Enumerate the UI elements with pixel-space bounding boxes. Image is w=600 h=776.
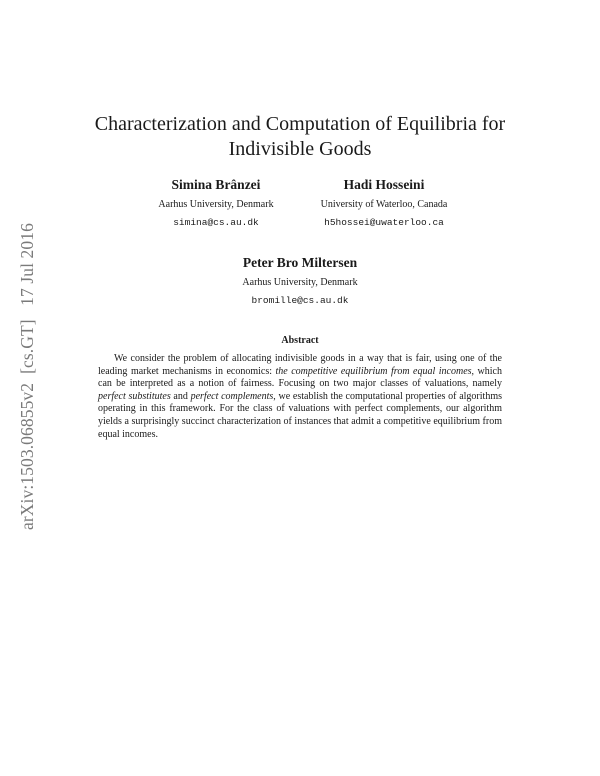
author-block-2: [294, 177, 474, 229]
author-email[interactable]: h5hossei@uwaterloo.ca: [324, 217, 444, 228]
paper-title: Characterization and Computation of Equilibria for Indivisible Goods: [94, 113, 506, 160]
author-block-3: [210, 255, 390, 307]
arxiv-date: 17 Jul 2016: [17, 223, 37, 306]
abstract-heading: Abstract: [281, 335, 319, 346]
author-name: Hadi Hosseini: [343, 177, 425, 192]
abstract-emphasis: the competitive equilibrium from equal incomes: [275, 365, 472, 377]
abstract-emphasis: perfect substitutes: [98, 390, 171, 402]
author-name: Simina Brânzei: [171, 177, 261, 192]
abstract-text-part: , we establish the computational properties of algorithms operating in this framework. For the class of valuations with perfect complements, our algorithm yields a surprisingly succinct characterization of instances that admit a competitive equilibrium from equal incomes.: [98, 390, 502, 440]
abstract-text-part: and: [170, 390, 191, 402]
author-affiliation: Aarhus University, Denmark: [242, 277, 358, 288]
author-name: Peter Bro Miltersen: [242, 255, 358, 270]
author-affiliation: Aarhus University, Denmark: [158, 199, 274, 210]
author-affiliation: University of Waterloo, Canada: [320, 199, 448, 210]
abstract-emphasis: perfect complements: [190, 390, 274, 402]
abstract-text-part: We consider the problem of allocating indivisible goods in a way that is fair, using one of the leading market mechanisms in economics:: [98, 353, 502, 377]
arxiv-category: [cs.GT]: [17, 319, 37, 374]
author-block-1: [126, 177, 306, 229]
author-email[interactable]: bromille@cs.au.dk: [251, 295, 349, 306]
arxiv-id: arXiv:1503.06855v2: [17, 382, 37, 530]
arxiv-identifier-stamp: [16, 196, 38, 530]
abstract-text: [98, 353, 502, 441]
author-email[interactable]: simina@cs.au.dk: [173, 217, 259, 228]
abstract-text-part: , which can be interpreted as a notion of fairness. Focusing on two major classes of valuations, namely: [98, 365, 502, 390]
